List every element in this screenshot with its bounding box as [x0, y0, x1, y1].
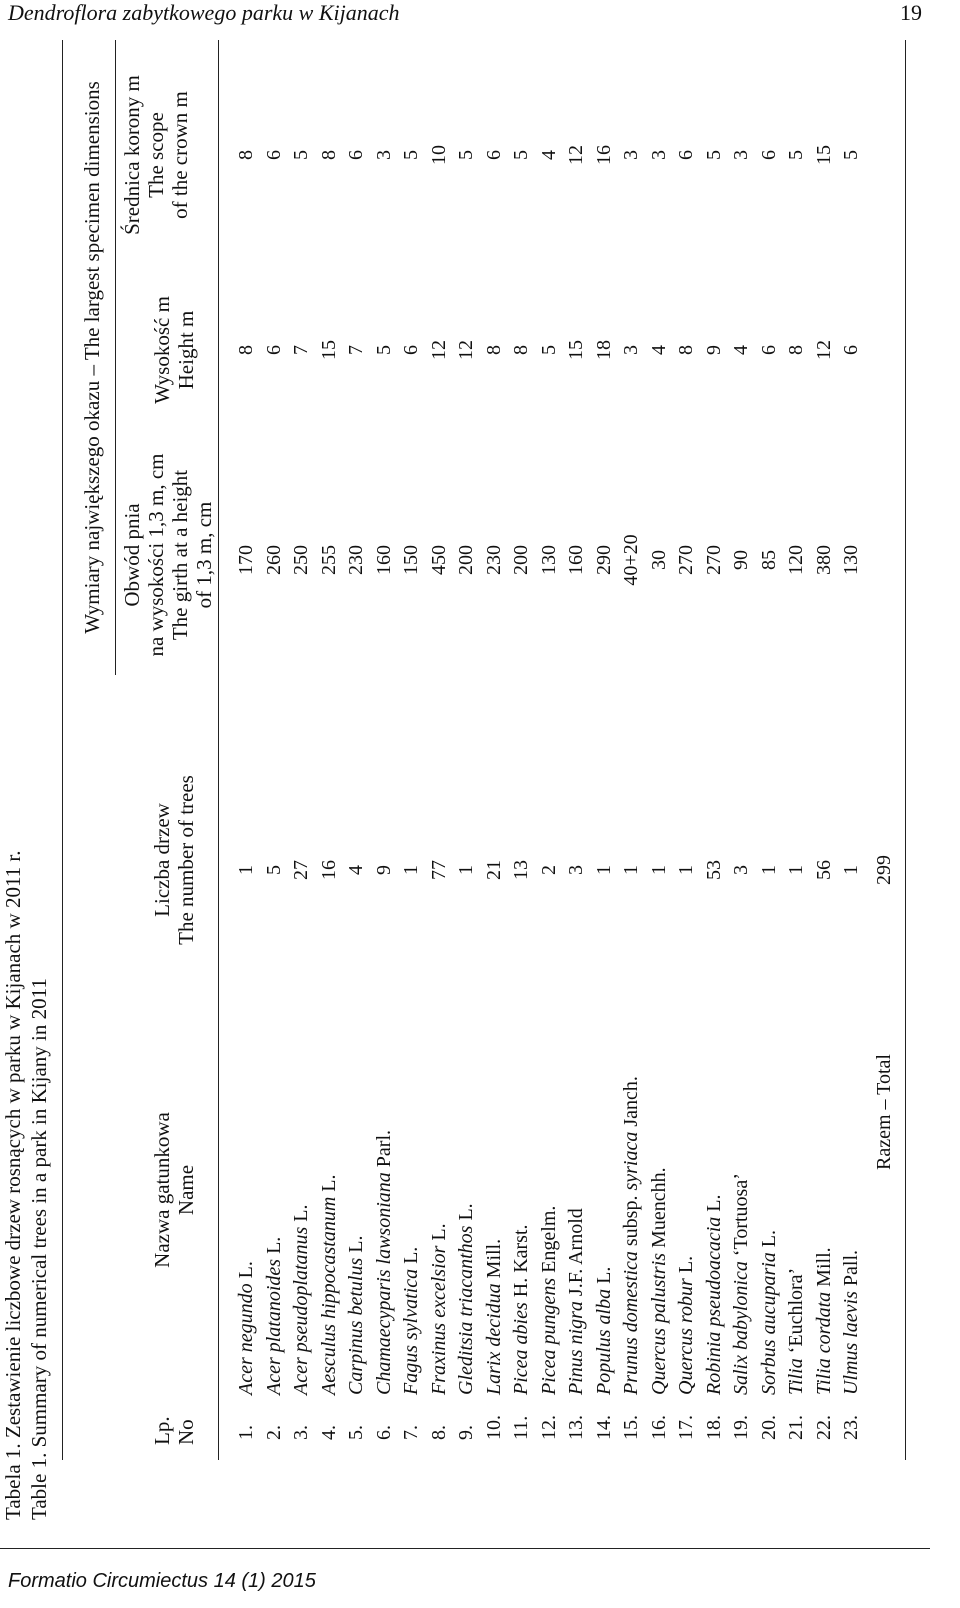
species-name: Robinia pseudoacacia L.: [702, 1194, 725, 1395]
species-name: Acer platanoides L.: [262, 1236, 285, 1395]
height-value: 5: [372, 345, 395, 355]
page-number: 19: [900, 0, 922, 25]
crown-value: 3: [730, 150, 752, 160]
row-number: 6.: [372, 1425, 395, 1440]
dimensions-span-rule: [115, 40, 116, 675]
row-number: 11.: [510, 1415, 532, 1440]
table-row: [590, 80, 618, 1520]
tree-count: 27: [290, 860, 312, 880]
crown-value: 5: [702, 150, 725, 160]
rotated-table-page: [0, 75, 912, 1520]
crown-value: 16: [592, 145, 615, 165]
species-name: Pinus nigra J.F. Arnold: [565, 1208, 587, 1395]
species-name: Carpinus betulus L.: [345, 1235, 367, 1395]
total-label: Razem – Total: [873, 1054, 895, 1170]
tree-count: 4: [345, 865, 367, 875]
girth-value: 450: [427, 545, 450, 575]
height-value: 18: [592, 340, 615, 360]
height-value: 12: [427, 340, 450, 360]
crown-value: 5: [840, 150, 862, 160]
height-value: 7: [290, 345, 312, 355]
species-name: Tilia ‘Euchlora’: [785, 1267, 807, 1395]
girth-value: 170: [235, 545, 257, 575]
height-value: 15: [565, 340, 587, 360]
crown-value: 15: [812, 145, 835, 165]
tree-count: 1: [235, 865, 257, 875]
crown-value: 8: [235, 150, 257, 160]
table-top-rule: [62, 40, 63, 1460]
crown-value: 3: [620, 150, 642, 160]
girth-value: 200: [510, 545, 532, 575]
row-number: 21.: [785, 1415, 807, 1440]
crown-value: 3: [647, 150, 670, 160]
table-row: [782, 80, 810, 1520]
header-height: Wysokość m Height m: [150, 296, 198, 404]
girth-value: 270: [702, 545, 725, 575]
species-name: Fagus sylvatica L.: [400, 1246, 422, 1395]
species-name: Acer pseudoplatanus L.: [290, 1204, 312, 1395]
table-row: [535, 80, 563, 1520]
girth-value: 270: [675, 545, 697, 575]
species-name: Populus alba L.: [592, 1266, 615, 1395]
table-row: [617, 80, 645, 1520]
table-row: [342, 80, 370, 1520]
crown-value: 12: [565, 145, 587, 165]
height-value: 4: [730, 345, 752, 355]
table-row: [452, 80, 480, 1520]
crown-value: 5: [785, 150, 807, 160]
running-head-title: Dendroflora zabytkowego parku w Kijanach: [8, 0, 400, 25]
table-row: [480, 80, 508, 1520]
header-crown: Średnica korony m The scope of the crown m: [120, 75, 192, 235]
row-number: 19.: [730, 1415, 752, 1440]
height-value: 7: [345, 345, 367, 355]
height-value: 6: [840, 345, 862, 355]
height-value: 8: [235, 345, 257, 355]
species-name: Tilia cordata Mill.: [812, 1247, 835, 1395]
row-number: 20.: [757, 1415, 780, 1440]
row-number: 4.: [317, 1425, 340, 1440]
row-number: 9.: [455, 1425, 477, 1440]
header-name: Nazwa gatunkowa Name: [150, 1112, 198, 1268]
running-head: [8, 0, 952, 30]
crown-value: 6: [675, 150, 697, 160]
crown-value: 5: [455, 150, 477, 160]
girth-value: 40+20: [620, 534, 642, 586]
table-row: [370, 80, 398, 1520]
girth-value: 380: [812, 545, 835, 575]
row-number: 14.: [592, 1415, 615, 1440]
tree-count: 3: [565, 865, 587, 875]
girth-value: 200: [455, 545, 477, 575]
table-row: [727, 80, 755, 1520]
height-value: 5: [537, 345, 560, 355]
species-name: Ulmus laevis Pall.: [840, 1249, 862, 1395]
footer-rule: [0, 1548, 930, 1549]
table-row: [562, 80, 590, 1520]
table-bottom-rule: [905, 40, 906, 1460]
row-number: 1.: [235, 1425, 257, 1440]
tree-count: 1: [455, 865, 477, 875]
height-value: 12: [812, 340, 835, 360]
species-name: Picea pungens Engelm.: [537, 1205, 560, 1395]
row-number: 18.: [702, 1415, 725, 1440]
height-value: 8: [785, 345, 807, 355]
height-value: 15: [317, 340, 340, 360]
row-number: 15.: [620, 1415, 642, 1440]
table-row: [507, 80, 535, 1520]
girth-value: 260: [262, 545, 285, 575]
row-number: 8.: [427, 1425, 450, 1440]
caption-polish: Tabela 1. Zestawienie liczbowe drzew rosnących w parku w Kijanach w 2011 r.: [1, 850, 25, 1520]
species-name: Fraxinus excelsior L.: [427, 1223, 450, 1395]
header-bottom-rule: [218, 40, 219, 1460]
table-row: [287, 80, 315, 1520]
table-row: [755, 80, 783, 1520]
height-value: 3: [620, 345, 642, 355]
tree-count: 1: [620, 865, 642, 875]
table-row: [672, 80, 700, 1520]
table-row: [810, 80, 838, 1520]
species-name: Sorbus aucuparia L.: [757, 1229, 780, 1395]
row-number: 22.: [812, 1415, 835, 1440]
tree-count: 5: [262, 865, 285, 875]
girth-value: 290: [592, 545, 615, 575]
tree-count: 1: [840, 865, 862, 875]
crown-value: 4: [537, 150, 560, 160]
height-value: 4: [647, 345, 670, 355]
table-caption: [0, 851, 52, 1521]
species-name: Picea abies H. Karst.: [510, 1224, 532, 1395]
table-row: [645, 80, 673, 1520]
girth-value: 30: [647, 550, 670, 570]
footer-journal: Formatio Circumiectus 14 (1) 2015: [8, 1570, 316, 1592]
species-name: Larix decidua Mill.: [482, 1238, 505, 1395]
height-value: 6: [262, 345, 285, 355]
tree-count: 1: [785, 865, 807, 875]
row-number: 23.: [840, 1415, 862, 1440]
table-row: [837, 80, 865, 1520]
crown-value: 8: [317, 150, 340, 160]
species-name: Prunus domestica subsp. syriaca Janch.: [620, 1076, 642, 1395]
height-value: 6: [757, 345, 780, 355]
tree-count: 56: [812, 860, 835, 880]
species-name: Salix babylonica ‘Tortuosa’: [730, 1173, 752, 1395]
table-row: [700, 80, 728, 1520]
species-name: Quercus palustris Muenchh.: [647, 1167, 670, 1395]
table-row: [315, 80, 343, 1520]
species-name: Chamaecyparis lawsoniana Parl.: [372, 1130, 395, 1395]
girth-value: 120: [785, 545, 807, 575]
species-name: Aesculus hippocastanum L.: [317, 1174, 340, 1395]
row-number: 5.: [345, 1425, 367, 1440]
row-number: 10.: [482, 1415, 505, 1440]
total-row: [870, 80, 898, 1520]
height-value: 8: [675, 345, 697, 355]
tree-count: 1: [592, 865, 615, 875]
tree-count: 1: [400, 865, 422, 875]
tree-count: 1: [675, 865, 697, 875]
table-row: [232, 80, 260, 1520]
caption-english: Table 1. Summary of numerical trees in a park in Kijany in 2011: [27, 978, 51, 1520]
girth-value: 90: [730, 550, 752, 570]
height-value: 6: [400, 345, 422, 355]
girth-value: 230: [345, 545, 367, 575]
crown-value: 6: [757, 150, 780, 160]
row-number: 13.: [565, 1415, 587, 1440]
total-value: 299: [873, 855, 895, 885]
row-number: 7.: [400, 1425, 422, 1440]
tree-count: 77: [427, 860, 450, 880]
table-row: [425, 80, 453, 1520]
table-row: [260, 80, 288, 1520]
crown-value: 5: [400, 150, 422, 160]
tree-count: 13: [510, 860, 532, 880]
crown-value: 5: [290, 150, 312, 160]
crown-value: 3: [372, 150, 395, 160]
tree-count: 1: [647, 865, 670, 875]
crown-value: 10: [427, 145, 450, 165]
crown-value: 5: [510, 150, 532, 160]
height-value: 9: [702, 345, 725, 355]
girth-value: 85: [757, 550, 780, 570]
crown-value: 6: [345, 150, 367, 160]
tree-count: 9: [372, 865, 395, 875]
girth-value: 130: [840, 545, 862, 575]
girth-value: 230: [482, 545, 505, 575]
row-number: 16.: [647, 1415, 670, 1440]
tree-count: 3: [730, 865, 752, 875]
row-number: 12.: [537, 1415, 560, 1440]
girth-value: 250: [290, 545, 312, 575]
header-no: Lp. No: [150, 1416, 198, 1445]
girth-value: 255: [317, 545, 340, 575]
header-count: Liczba drzew The number of trees: [150, 775, 198, 945]
row-number: 3.: [290, 1425, 312, 1440]
crown-value: 6: [262, 150, 285, 160]
girth-value: 160: [372, 545, 395, 575]
row-number: 2.: [262, 1425, 285, 1440]
tree-count: 21: [482, 860, 505, 880]
species-name: Gleditsia triacanthos L.: [455, 1203, 477, 1395]
height-value: 8: [482, 345, 505, 355]
crown-value: 6: [482, 150, 505, 160]
species-name: Acer negundo L.: [235, 1261, 257, 1395]
header-girth: Obwód pnia na wysokości 1,3 m, cm The girth at a height of 1,3 m, cm: [120, 453, 216, 657]
tree-count: 53: [702, 860, 725, 880]
height-value: 12: [455, 340, 477, 360]
height-value: 8: [510, 345, 532, 355]
tree-count: 1: [757, 865, 780, 875]
species-name: Quercus robur L.: [675, 1255, 697, 1395]
girth-value: 130: [537, 545, 560, 575]
tree-count: 16: [317, 860, 340, 880]
row-number: 17.: [675, 1415, 697, 1440]
table-row: [397, 80, 425, 1520]
girth-value: 150: [400, 545, 422, 575]
girth-value: 160: [565, 545, 587, 575]
tree-count: 2: [537, 865, 560, 875]
header-dimensions: Wymiary największego okazu – The largest specimen dimensions: [80, 81, 104, 634]
